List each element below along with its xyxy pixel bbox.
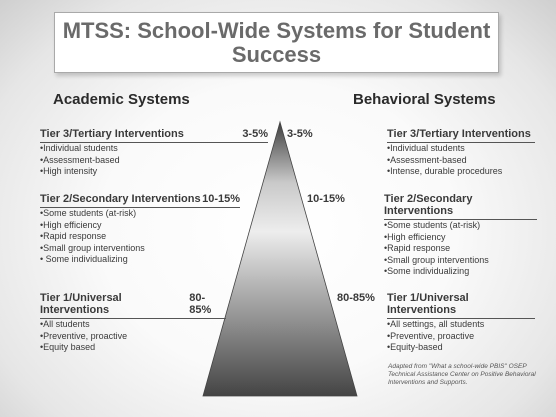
behavioral-tier3-header	[387, 128, 535, 143]
list-item: •High efficiency	[40, 219, 102, 230]
list-item: •Small group interventions	[40, 242, 145, 253]
behavioral-tier3-pct: 3-5%	[287, 128, 313, 140]
behavioral-tier2-header	[384, 193, 537, 220]
list-item: •Some students (at-risk)	[40, 208, 137, 218]
list-item: •Some students (at-risk)	[384, 220, 481, 230]
behavioral-tier2-name: Tier 2/Secondary Interventions	[384, 193, 473, 217]
behavioral-tier2-bullets	[384, 220, 537, 278]
academic-systems-heading: Academic Systems	[53, 91, 190, 108]
behavioral-tier3-bullets	[387, 143, 535, 178]
academic-tier2-header	[40, 193, 240, 208]
academic-tier1-pct: 80-85%	[189, 292, 212, 316]
list-item: •High intensity	[40, 166, 98, 176]
list-item: •Small group interventions	[384, 254, 489, 265]
list-item: •Equity based	[40, 342, 96, 352]
behavioral-tier1-name: Tier 1/Universal Interventions	[387, 292, 469, 316]
academic-tier1-header	[40, 292, 226, 319]
academic-tier3	[40, 128, 268, 178]
academic-tier2-name: Tier 2/Secondary Interventions	[40, 193, 201, 205]
title-box	[54, 12, 499, 73]
behavioral-systems-heading: Behavioral Systems	[353, 91, 496, 108]
academic-tier1	[40, 292, 226, 354]
list-item: •All settings, all students	[387, 319, 485, 329]
list-item: •Individual students	[387, 143, 465, 153]
behavioral-tier1-bullets	[387, 319, 535, 354]
list-item: •All students	[40, 319, 90, 329]
academic-tier2-bullets	[40, 208, 240, 266]
list-item: •Some individualizing	[384, 266, 470, 276]
academic-tier3-name: Tier 3/Tertiary Interventions	[40, 128, 184, 140]
academic-tier2-pct: 10-15%	[202, 193, 240, 205]
academic-tier1-name: Tier 1/Universal Interventions	[40, 292, 122, 316]
academic-tier3-pct: 3-5%	[242, 128, 268, 140]
academic-tier3-bullets	[40, 143, 268, 178]
list-item: •Equity-based	[387, 342, 443, 352]
list-item: •Intense, durable procedures	[387, 166, 503, 176]
list-item: •Rapid response	[384, 243, 451, 253]
behavioral-tier1-header	[387, 292, 535, 319]
list-item: •Assessment-based	[40, 154, 120, 165]
title-line-2: Success	[231, 42, 322, 67]
behavioral-tier1	[387, 292, 535, 354]
academic-tier1-bullets	[40, 319, 226, 354]
title-line-1: MTSS: School-Wide Systems for Student	[62, 18, 491, 43]
list-item: • Some individualizing	[40, 254, 128, 264]
source-credit: Adapted from "What a school-wide PBIS" OSEP Technical Assistance Center on Positive Behavioral Interventions and Supports.	[388, 363, 536, 386]
list-item: •Rapid response	[40, 231, 107, 241]
list-item: •Assessment-based	[387, 154, 467, 165]
academic-tier2	[40, 193, 240, 266]
behavioral-tier2	[384, 193, 537, 278]
behavioral-tier1-pct: 80-85%	[337, 292, 375, 304]
list-item: •High efficiency	[384, 231, 446, 242]
list-item: •Preventive, proactive	[387, 330, 475, 341]
list-item: •Preventive, proactive	[40, 330, 128, 341]
behavioral-tier2-pct: 10-15%	[307, 193, 345, 205]
academic-tier3-header	[40, 128, 268, 143]
list-item: •Individual students	[40, 143, 118, 153]
behavioral-tier3-name: Tier 3/Tertiary Interventions	[387, 128, 531, 140]
behavioral-tier3	[387, 128, 535, 178]
